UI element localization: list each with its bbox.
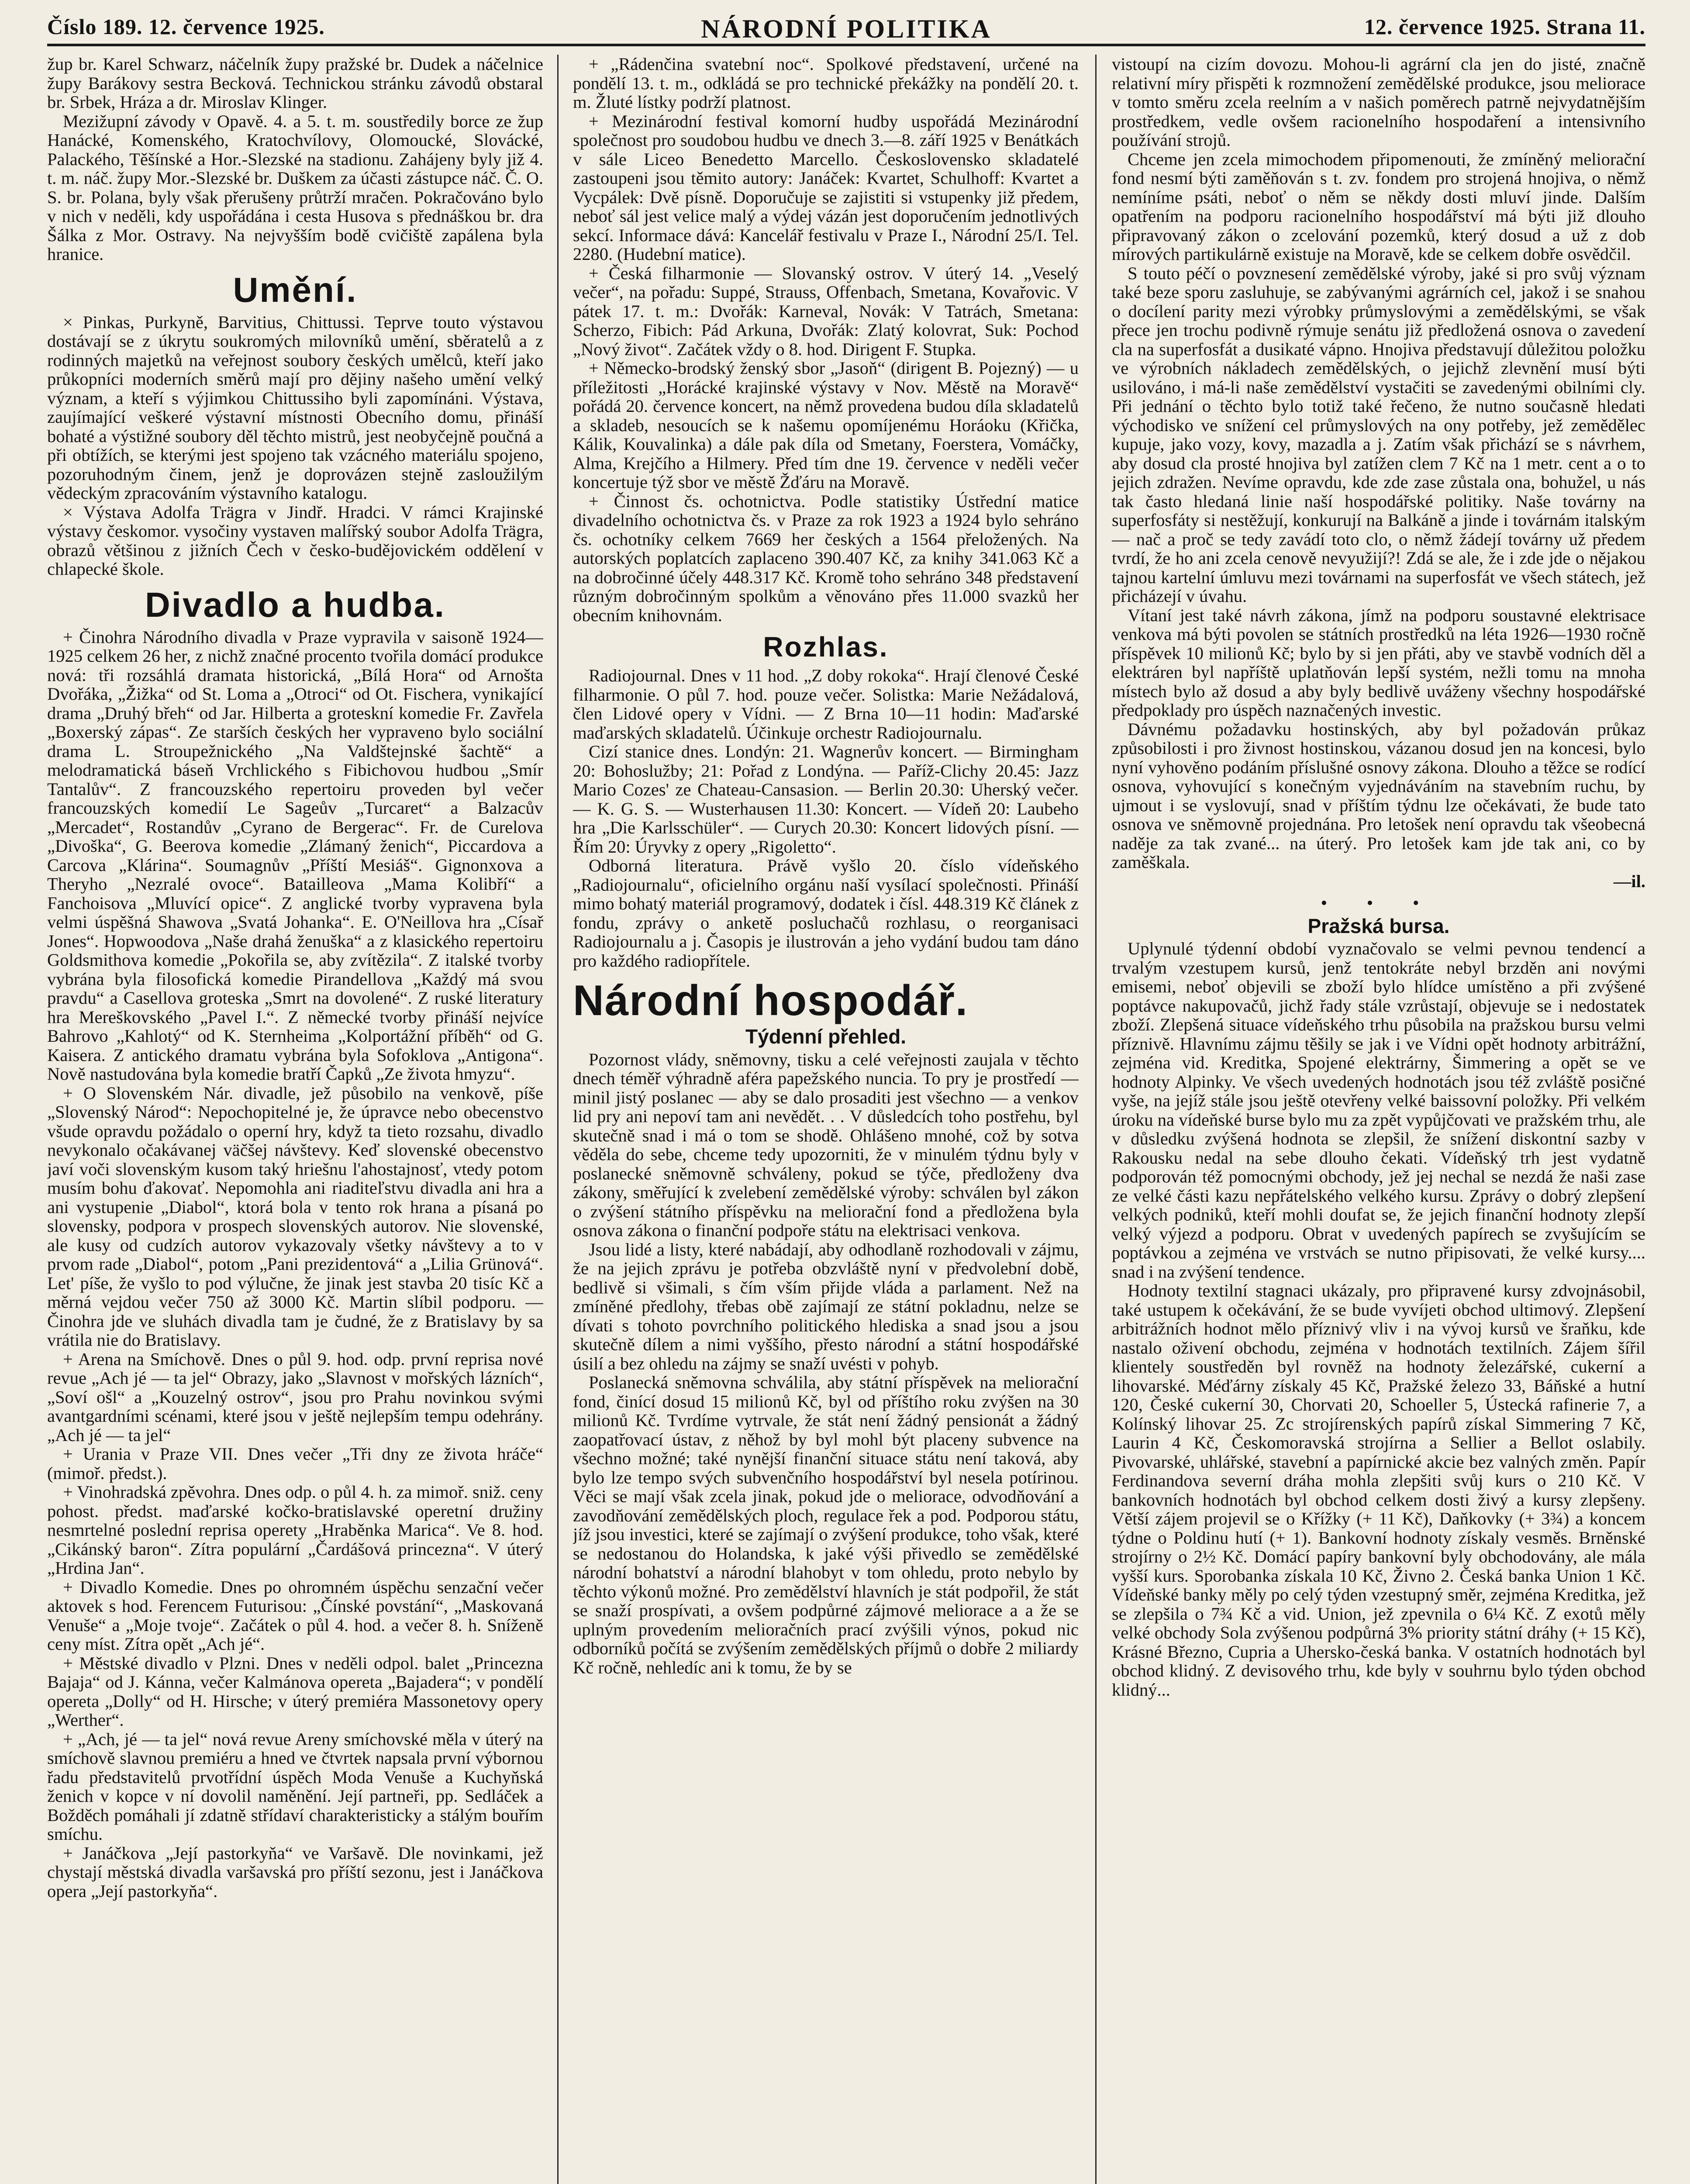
article-paragraph: × Pinkas, Purkyně, Barvitius, Chittussi. Teprve touto výstavou dostávají se z úkrytu soukromých milovníků umění, sběratelů a z rodinných majetků na veřejnost soubory českých umělců, kteří jako průkopníci moderních směrů mají pro dějiny našeho umění velký význam, a kteří s výjimkou Chittussiho byli zapomínáni. Výstava, zaujímající veškeré výstavní místnosti Obecního domu, přináší bohaté a výstižné soubory děl těchto mistrů, jest neobyčejně poučná a při obtížích, se kterými jest spojeno tak vzácného materiálu spojeno, pozoruhodným činem, jenž je doprovázen stejně zasloužilým vědeckým zpracováním výstavního katalogu. bbox=[47, 312, 543, 503]
article-paragraph: žup br. Karel Schwarz, náčelník župy pražské br. Dudek a náčelnice župy Barákovy sestra Becková. Technickou stránku závodů obstaral br. Srbek, Hráza a dr. Miroslav Klinger. bbox=[47, 55, 543, 112]
column-divider bbox=[557, 55, 559, 2184]
article-paragraph: + „Ach, jé — ta jel“ nová revue Areny smíchovské měla v úterý na smíchově slavnou premiéru a hned ve čtvrtek napsala první výbornou řadu představitelů prvotřídní úspěch Moda Venuše a Kuchyňská ženich v kopce v ní dovolil naměnění. Její partneři, pp. Sedláček a Božděch pomáhali jí zdatně střídaví charakteristicky a stálým bouřím smíchu. bbox=[47, 1729, 543, 1844]
section-heading-prazska-bursa: Pražská bursa. bbox=[1307, 914, 1450, 937]
article-paragraph: + Vinohradská zpěvohra. Dnes odp. o půl 4. h. za mimoř. sniž. ceny pohost. předst. maďarské kočko-bratislavské operetní družiny nesmrtelné poslední reprisa operety „Hraběnka Marica“. Ve 8. hod. „Cikánský baron“. Zítra populární „Čardášová princezna“. V úterý „Hrdina Jan“. bbox=[47, 1482, 543, 1578]
section-heading-rozhlas: Rozhlas. bbox=[763, 631, 889, 663]
article-paragraph: Cizí stanice dnes. Londýn: 21. Wagnerův koncert. — Birmingham 20: Bohoslužby; 21: Pořad z Londýna. — Paříž-Clichy 20.45: Jazz Mario Cozes' ze Chateau-Cansasion. — Berlin 20.30: Uherský večer. — K. G. S. — Wusterhausen 11.30: Koncert. — Vídeň 20: Laubeho hra „Die Karlsschüler“. — Curych 20.30: Koncert lidových písní. — Řím 20: Úryvky z opery „Rigoletto“. bbox=[573, 742, 1079, 857]
article-paragraph: + Mezinárodní festival komorní hudby uspořádá Mezinárodní společnost pro soudobou hudbu ve dnech 3.—8. září 1925 v Benátkách v sále Liceo Benedetto Marcello. Československo skladatelé zastoupeni jsou těmito autory: Janáček: Kvartet, Schulhoff: Kvartet a Vycpálek: Dvě písně. Doporučuje se zajistiti si vstupenky již předem, neboť sál jest velice malý a výdej vázán jest doporučením jednotlivých sekcí. Informace dává: Kancelář festivalu v Praze I., Národní 25/I. Tel. 2280. (Hudební matice). bbox=[573, 111, 1079, 264]
date-page-number: 12. července 1925. Strana 11. bbox=[1364, 14, 1645, 39]
article-paragraph: + O Slovenském Nár. divadle, jež působilo na venkově, píše „Slovenský Národ“: Nepochopitelné je, že úpravce nebo obecenstvo všude opravdu požádalo o operní hry, když ta tieto rozsahu, divadlo nevykonalo očakávanej väčšej návštevy. Keď slovenské obecenstvo javí voči slovenským kusom taký hriešnu l'ahostajnosť, vtedy potom musím bohu ďakovať. Nepomohla ani riaditeľstvu divadla ani hra a ani vystupenie „Diabol“, ktorá bola v tento rok hrana a písaná po slovensky, podpora v prospech slovenských autorov. Nie slovenské, ale kusy od cudzích autorov vykazovaly všetky návštevy a to v prvom rade „Diabol“, potom „Pani prezidentová“ a „Lilia Grünová“. Let' píše, že vyšlo to pod výlučne, že jinak jest stavba 20 tisíc Kč a měrná vejdou večer 750 až 3000 Kč. Martin slíbil podporu. — Činohra jde ve sluhách divadla tam je čudné, že z Bratislavy by sa vrátila nie do Bratislavy. bbox=[47, 1083, 543, 1350]
article-paragraph: + Urania v Praze VII. Dnes večer „Tři dny ze života hráče“ (mimoř. předst.). bbox=[47, 1444, 543, 1483]
article-paragraph: vistoupí na cizím dovozu. Mohou-li agrární cla jen do jisté, značně relativní míry přispěti k rozmnožení zemědělské produkce, jsou meliorace v tomto směru zcela reelním a v našich poměrech patrně nejvydatnějším prostředkem, vedle ovšem racionelního hospodaření a intensivního používání strojů. bbox=[1112, 55, 1645, 150]
subheading-tydenni-prehled: Týdenní přehled. bbox=[745, 1025, 907, 1048]
article-paragraph: + Divadlo Komedie. Dnes po ohromném úspěchu senzační večer aktovek s hod. Ferencem Futurisou: „Čínské povstání“, „Maskovaná Venuše“ a „Moje tvoje“. Začátek o půl 4. hod. a večer 8. h. Sníženě ceny míst. Zítra opět „Ach jé“. bbox=[47, 1577, 543, 1654]
column-divider bbox=[1095, 55, 1097, 2184]
article-paragraph: Jsou lidé a listy, které nabádají, aby odhodlaně rozhodovali v zájmu, že na jejich zprávu je potřeba obzvláště nyní v předvolební době, bedlivě si všimali, s čím vším přijde vláda a parlament. Než na zmíněné předlohy, třebas obě zajímají ze státní pokladnu, nelze se dívati s tohoto povrchního politického hlediska a snad jsou a jsou skutečně dílem a nimi vyššího, přesto národní a státní hospodářské úsilí a bez ohledu na zájmy se snaží uvésti v pohyb. bbox=[573, 1239, 1079, 1373]
issue-number-date: Číslo 189. 12. července 1925. bbox=[47, 14, 325, 39]
article-paragraph: × Výstava Adolfa Trägra v Jindř. Hradci. V rámci Krajinské výstavy českomor. vysočiny vystaven malířský soubor Adolfa Trägra, obrazů většinou z jižních Čech v česko-budějovickém oddělení v chlapecké škole. bbox=[47, 502, 543, 579]
article-paragraph: + Janáčkova „Její pastorkyňa“ ve Varšavě. Dle novinkami, jež chystají městská divadla varšavská pro příští sezonu, jest i Janáčkova opera „Její pastorkyňa“. bbox=[47, 1843, 543, 1901]
article-paragraph: Mezižupní závody v Opavě. 4. a 5. t. m. soustředily borce ze žup Hanácké, Komenského, Kratochvílovy, Olomoucké, Slovácké, Palackého, Těšínské a Hor.-Slezské na stadionu. Zahájeny byly již 4. t. m. náč. župy Mor.-Slezské br. Duškem za účasti zástupce náč. Č. O. S. br. Polana, byly však přerušeny průtrží mračen. Pokračováno bylo v nich v neděli, kdy uspořádána i cesta Husova s přednáškou br. dra Šálka z Mor. Ostravy. Na nejvyšším bodě cvičiště zapálena byla hranice. bbox=[47, 111, 543, 264]
masthead bbox=[47, 13, 1645, 46]
column-3 bbox=[1112, 55, 1645, 2184]
section-heading-umeni: Umění. bbox=[233, 270, 358, 309]
article-paragraph: Uplynulé týdenní období vyznačovalo se velmi pevnou tendencí a trvalým vzestupem kursů, jenž tentokráte nebyl brzděn ani novými emisemi, neboť objevili se zboží bylo hlídce umístěno a při zvýšené poptávce nakupovačů, jichž řady stále vzrůstají, objevuje se i nedostatek zboží. Zlepšená situace vídeňského trhu působila na pražskou bursu velmi příznivě. Hlavnímu zájmu těšily se jak i ve Vídni opět hodnoty arbitrážní, zejména vid. Kreditka, Spojené elektrárny, Šimmering a opět se ve hodnoty Alpinky. Ve všech uvedených hodnotách jsou též zvláště posičné vyše, na jejíž stále jsou ještě otevřeny velké baissovní položky. Při velkém úroku na vídeňské burse bylo mu za zpět vypůjčovati ve pražském trhu, ale v důsledku zvýšená hodnota se zlepšil, že snížení diskontní sazby v Rakousku nedal na sebe dlouho čekati. Vídeňský trh jest vydatně podporován též pomocnými obchody, jež jej nechal se nezdá že naši zase ze velké části kazu nepřátelského velkého kursu. Zprávy o dobrý zlepšení velkých podniků, kteří mohli doufat se, že jejich finanční hodnoty zlepší velký výjezd a podporu. Obrat v uvedených papírech se zvyšujícím se poptávkou a zejména ve vrstvách se nutno připisovati, že velké kursy.... snad i na zvýšení tendence. bbox=[1112, 939, 1645, 1282]
section-heading-divadlo: Divadlo a hudba. bbox=[145, 585, 446, 624]
author-signature: —il. bbox=[1613, 871, 1645, 891]
article-paragraph: Dávnému požadavku hostinských, aby byl požadován průkaz způsobilosti i pro živnost hostinskou, vázanou dosud jen na koncesi, bylo nyní vyhověno podáním příslušné osnovy zákona. Dlouho a těžce se rodící osnova, vyhovující s konečným vyjednáváním na stavebním ruchu, by ujmout i se vyslovují, snad v příštím týdnu lze očekávati, že bude tato osnova ve sněmovně projednána. Pro letošek není opravdu tak všeobecná naděje za tak zvané... na úterý. Pro letošek kam jde tak ani, co by zaměškala. bbox=[1112, 719, 1645, 872]
article-paragraph: + Činnost čs. ochotnictva. Podle statistiky Ústřední matice divadelního ochotnictva čs. v Praze za rok 1923 a 1924 bylo sehráno čs. ochotníky celkem 7669 her českých a 1564 přeložených. Na autorských poplatcích zaplaceno 390.407 Kč, za knihy 341.063 Kč a na dobročinné účely 448.317 Kč. Kromě toho sehráno 348 představení různým dobročinným spolkům a věnováno přes 11.000 svazků her obecním knihovnám. bbox=[573, 491, 1079, 625]
article-paragraph: Poslanecká sněmovna schválila, aby státní příspěvek na meliorační fond, činící dosud 15 milionů Kč, byl od příštího roku zvýšen na 30 milionů Kč. Tvrdíme vytrvale, že stát není žádný pensionát a žádný zaopatřovací ústav, z něhož by byl mohl být placeny subvence na všechno možné; také nynější finanční situace státu není taková, aby bylo lze tempo svých subvenčního hospodářství byl nesela potírinou. Věci se mají však zcela jinak, pokud jde o meliorace, odvodňování a zavodňování zemědělských ploch, regulace řek a pod. Podporou státu, jíž jsou investici, které se zajímají o zvýšení produkce, toho však, které se nedostanou do Holandska, k jaké výši přivedlo se zemědělské národní bohatství a národní blahobyt v tom ohledu, proto nebylo by těchto výkonů možné. Pro zemědělství hlavních je stát podpořil, že stát se snaží prospívati, a ovšem podpůrné zájmové meliorace a a že se uplným provedením melioračních prací zvýšili výnos, pokud nic odborníků počítá se zvýšením zemědělských příjmů o dobře 2 miliardy Kč ročně, nehledíc ani k tomu, že by se bbox=[573, 1372, 1079, 1677]
column-1 bbox=[47, 55, 543, 2184]
article-paragraph: + „Rádenčina svatební noc“. Spolkové představení, určené na pondělí 13. t. m., odkládá se pro technické překážky na pondělí 20. t. m. Žluté lístky podrží platnost. bbox=[573, 55, 1079, 112]
article-paragraph: Radiojournal. Dnes v 11 hod. „Z doby rokoka“. Hrají členové České filharmonie. O půl 7. hod. pouze večer. Solistka: Marie Nežádalová, člen Lidové opery v Vídni. — Z Brna 10—11 hodin: Maďarské maďarských skladatelů. Účinkuje orchestr Radiojournalu. bbox=[573, 666, 1079, 743]
article-paragraph: + Činohra Národního divadla v Praze vypravila v saisoně 1924—1925 celkem 26 her, z nichž značné procento tvořila domácí produkce nová: tři rozsáhlá dramata historická, „Bílá Hora“ od Arnošta Dvořáka, „Žižka“ od St. Loma a „Otroci“ od Ot. Fischera, vynikající drama „Druhý břeh“ od Jar. Hilberta a groteskní komedie Fr. Zavřela „Boxerský zápas“. Ze starších českých her vypraveno bylo sociální drama L. Stroupežnického „Na Valdštejnské šachtě“ a melodramatická báseň Vrchlického s Fibichovou hudbou „Smír Tantalův“. Z francouzského repertoiru proveden byl večer francouzských komedií Le Sageův „Turcaret“ a Balzacův „Mercadet“, Rostandův „Cyrano de Bergerac“. Fr. de Curelova „Divoška“, G. Beerova komedie „Zlámaný ženich“, Piccardova a Carcova „Klárina“. Soumagnův „Příští Mesiáš“. Gignonxova a Theryho „Nezralé ovoce“. Batailleova „Mama Kolibří“ a Fanchoisova „Mluvící opice“. Z anglické tvorby vypravena byla velmi úspěšná Shawova „Svatá Johanka“. E. O'Neillova hra „Císař Jones“. Hopwoodova „Naše drahá ženuška“ a z klasického repertoiru Goldsmithova komedie „Pokořila se, aby zvítězila“. Z italské tvorby vybrána byla filosofická komedie Pirandellova „Každý má svou pravdu“ a Casellova groteska „Smrt na dovolené“. Z ruské literatury hra Mereškovského „Pavel I.“. Z německé tvorby přináší nejvíce Bahrovo „Kahlotý“ od K. Sternheima „Kolportážní příběh“ od G. Kaisera. Z antického dramatu vybrána byla Sofoklova „Antigona“. Nově nastudována byla komedie bratří Čapků „Ze života hmyzu“. bbox=[47, 627, 543, 1084]
article-paragraph: + Německo-brodský ženský sbor „Jasoň“ (dirigent B. Pojezný) — u příležitosti „Horácké krajinské výstavy v Nov. Městě na Moravě“ pořádá 20. července koncert, na němž provedena budou díla skladatelů a skladeb, nesoucích se k našemu opomíjenému Horáoku (Křička, Kálik, Kouvalinka) a dále pak díla od Smetany, Foerstera, Vomáčky, Alma, Krejčího a Hilmery. Před tím dne 19. července v neděli večer koncertuje týž sbor ve městě Žďáru na Moravě. bbox=[573, 358, 1079, 492]
article-paragraph: Pozornost vlády, sněmovny, tisku a celé veřejnosti zaujala v těchto dnech téměř výhradně aféra papežského nuncia. To pry je prostředí — minil jistý poslanec — aby se dalo prosaditi jest všechno — a venkov lid pry ani nepoví tam ani nevědět. . . V důsledcích toho postřehu, byl skutečně snad i má o tom se shodě. Ohlášeno mnohé, což by sotva věděla do sebe, chceme tedy upozorniti, že v minulém týdnu byly v poslanecké sněmovně schváleny, pokud se týče, předloženy dva zákony, směřující k zvelebení zemědělské výroby: schválen byl zákon o zvýšení státního příspěvku na meliorační fond a předložena byla osnova zákona o finanční podpoře státu na elektrisaci venkova. bbox=[573, 1049, 1079, 1241]
article-paragraph: Vítaní jest také návrh zákona, jímž na podporu soustavné elektrisace venkova má býti povolen se státních prostředků na léta 1926—1930 ročně příspěvek 10 milionů Kč; bylo by si jen přáti, aby ve stavbě vodních děl a elektráren byl napříště uplatňován lepší systém, nežli tomu na mnoha místech bylo až dosud a aby byly bedlivě uváženy všechny hospodářské předpoklady pro úspěch naznačených investic. bbox=[1112, 605, 1645, 720]
article-paragraph: Odborná literatura. Právě vyšlo 20. číslo vídeňského „Radiojournalu“, oficielního orgánu naší vysílací společnosti. Přináší mimo bohatý materiál programový, dodatek i čísl. 448.319 Kč článek z fondu, zprávy o anketě posluchačů rozhlasu, o reorganisaci Radiojournalu a j. Časopis je ilustrován a jeho vydání budou tam dáno pro každého radiopřítele. bbox=[573, 856, 1079, 971]
article-paragraph: S touto péčí o povznesení zemědělské výroby, jaké si pro svůj význam také beze sporu zasluhuje, se zabývanými agrárních cel, jakož i se snahou o docílení parity mezi výrobky průmyslovými a zemědělskými, se však přece jen trochu podivně rýmuje senátu již předložená osnova o zavedení cla na superfosfát a dusikaté vápno. Hnojiva představují důležitou položku ve výrobních nákladech zemědělských, o jejichž zlevnění musí býti usilováno, i má-li naše zemědělství vystačiti se zavedenými obilními cly. Při jednání o těchto bylo totiž také řečeno, že nutno současně hledati východisko ve snížení cel průmyslových na ony potřeby, jež zemědělec kupuje, jako vozy, kovy, mazadla a j. Zatím však přichází se s návrhem, aby dosud cla prosté hnojiva byl zatížen clem 7 Kč na 1 metr. cent a o to jejich zdražen. Nevíme opravdu, kde zde zase zůstala ona, bohužel, u nás tak často hledaná linie naší hospodářské politiky. Naše továrny na superfosfáty si nestěžují, konkurují na Balkáně a jinde i továrnám italským — nač a proč se tedy zavádí toto clo, o němž žádejí továrny už předem tvrdí, že ho ani zcela cenově nevyužijí?! Zdá se ale, že i zde jde o nějakou tajnou kartelní úmluvu mezi továrnami na superfosfát ve všech státech, jež přicházejí v úvahu. bbox=[1112, 263, 1645, 606]
article-paragraph: Chceme jen zcela mimochodem připomenouti, že zmíněný meliorační fond nesmí býti zaměňován s t. zv. fondem pro strojená hnojiva, o němž nemíníme psáti, neboť o něm se někdy dosti mluví jinde. Dalším opatřením na podporu racionelního hospodářství má býti již dlouho připravovaný zákon o zcelování pozemků, který dosud a už z dob mírových partikulárně existuje na Moravě, kde se celkem dobře osvědčil. bbox=[1112, 149, 1645, 264]
section-heading-narodni-hospodar: Národní hospodář. bbox=[573, 976, 969, 1025]
article-paragraph: + Česká filharmonie — Slovanský ostrov. V úterý 14. „Veselý večer“, na pořadu: Suppé, Strauss, Offenbach, Smetana, Kovařovic. V pátek 17. t. m.: Dvořák: Karneval, Novák: V Tatrách, Smetana: Scherzo, Fibich: Pád Arkuna, Dvořák: Zlatý kolovrat, Suk: Pochod „Nový život“. Začátek vždy o 8. hod. Dirigent F. Stupka. bbox=[573, 263, 1079, 359]
separator-stars: • • • bbox=[1321, 893, 1437, 913]
column-2 bbox=[573, 55, 1079, 2184]
article-paragraph: + Arena na Smíchově. Dnes o půl 9. hod. odp. první reprisa nové revue „Ach jé — ta jel“ Obrazy, jako „Slavnost v mořských lázních“, „Soví ošl“ a „Kouzelný ostrov“, jsou pro Prahu novinkou svými avantgardními scénami, které jsou v ještě nejlepším tempu odehrány. „Ach jé — ta jel“ bbox=[47, 1349, 543, 1445]
newspaper-title: NÁRODNÍ POLITIKA bbox=[701, 14, 992, 43]
article-paragraph: Hodnoty textilní stagnaci ukázaly, pro připravené kursy zdvojnásobil, také ustupem k očekávání, že se bude vyvíjeti obchod ultimový. Zlepšení arbitrážních hodnot mělo příznivý vliv i na vývoj kursů ve šraňku, kde nastalo oživení obchodu, zejména v hodnotách textilních. Zájem šířil klientely soustředěn byl rovněž na hodnoty železářské, cukerní a lihovarské. Méďárny získaly 45 Kč, Pražské železo 33, Báňské a hutní 120, České cukerní 30, Chorvati 20, Schoeller 5, Ústecká rafinerie 7, a Kolínský lihovar 25. Zc strojírenských papírů získal Simmering 7 Kč, Laurin 4 Kč, Českomoravská strojírna a Sellier a Bellot oslabily. Pivovarské, uhlářské, stavební a papírnické akcie bez valných změn. Papír Ferdinandova severní dráha mohla zlepšiti svůj kurs o 210 Kč. V bankovních hodnotách byl obchod celkem dosti živý a kursy zlepšeny. Větší zájem projevil se o Křížky (+ 11 Kč), Daňkovky (+ 3¾) a koncem týdne o Poldinu hutí (+ 1). Bankovní hodnoty získaly vesměs. Brněnské strojírny o 2½ Kč. Domácí papíry bankovní byly obchodovány, ale mála vyšší kurs. Sporobanka získala 10 Kč, Živno 2. Česká banka Union 1 Kč. Vídeňské banky měly po celý týden vzestupný směr, zejména Kreditka, jež se zlepšila o 7¾ Kč a vid. Union, jež zpevnila o 6¼ Kč. Z exotů měly velké obchody Sola zvýšenou podpůrná 3% priority státní dráhy (+ 15 Kč), Krásné Březno, Cupria a Uhersko-česká banka. V ostatních hodnotách byl obchod klidný. Z devisového trhu, kde byly v souhrnu bylo týden obchod klidný... bbox=[1112, 1281, 1645, 1700]
article-paragraph: + Městské divadlo v Plzni. Dnes v neděli odpol. balet „Princezna Bajaja“ od J. Kánna, večer Kalmánova opereta „Bajadera“; v pondělí opereta „Dolly“ od H. Hirsche; v úterý premiéra Massonetovy opery „Werther“. bbox=[47, 1653, 543, 1730]
